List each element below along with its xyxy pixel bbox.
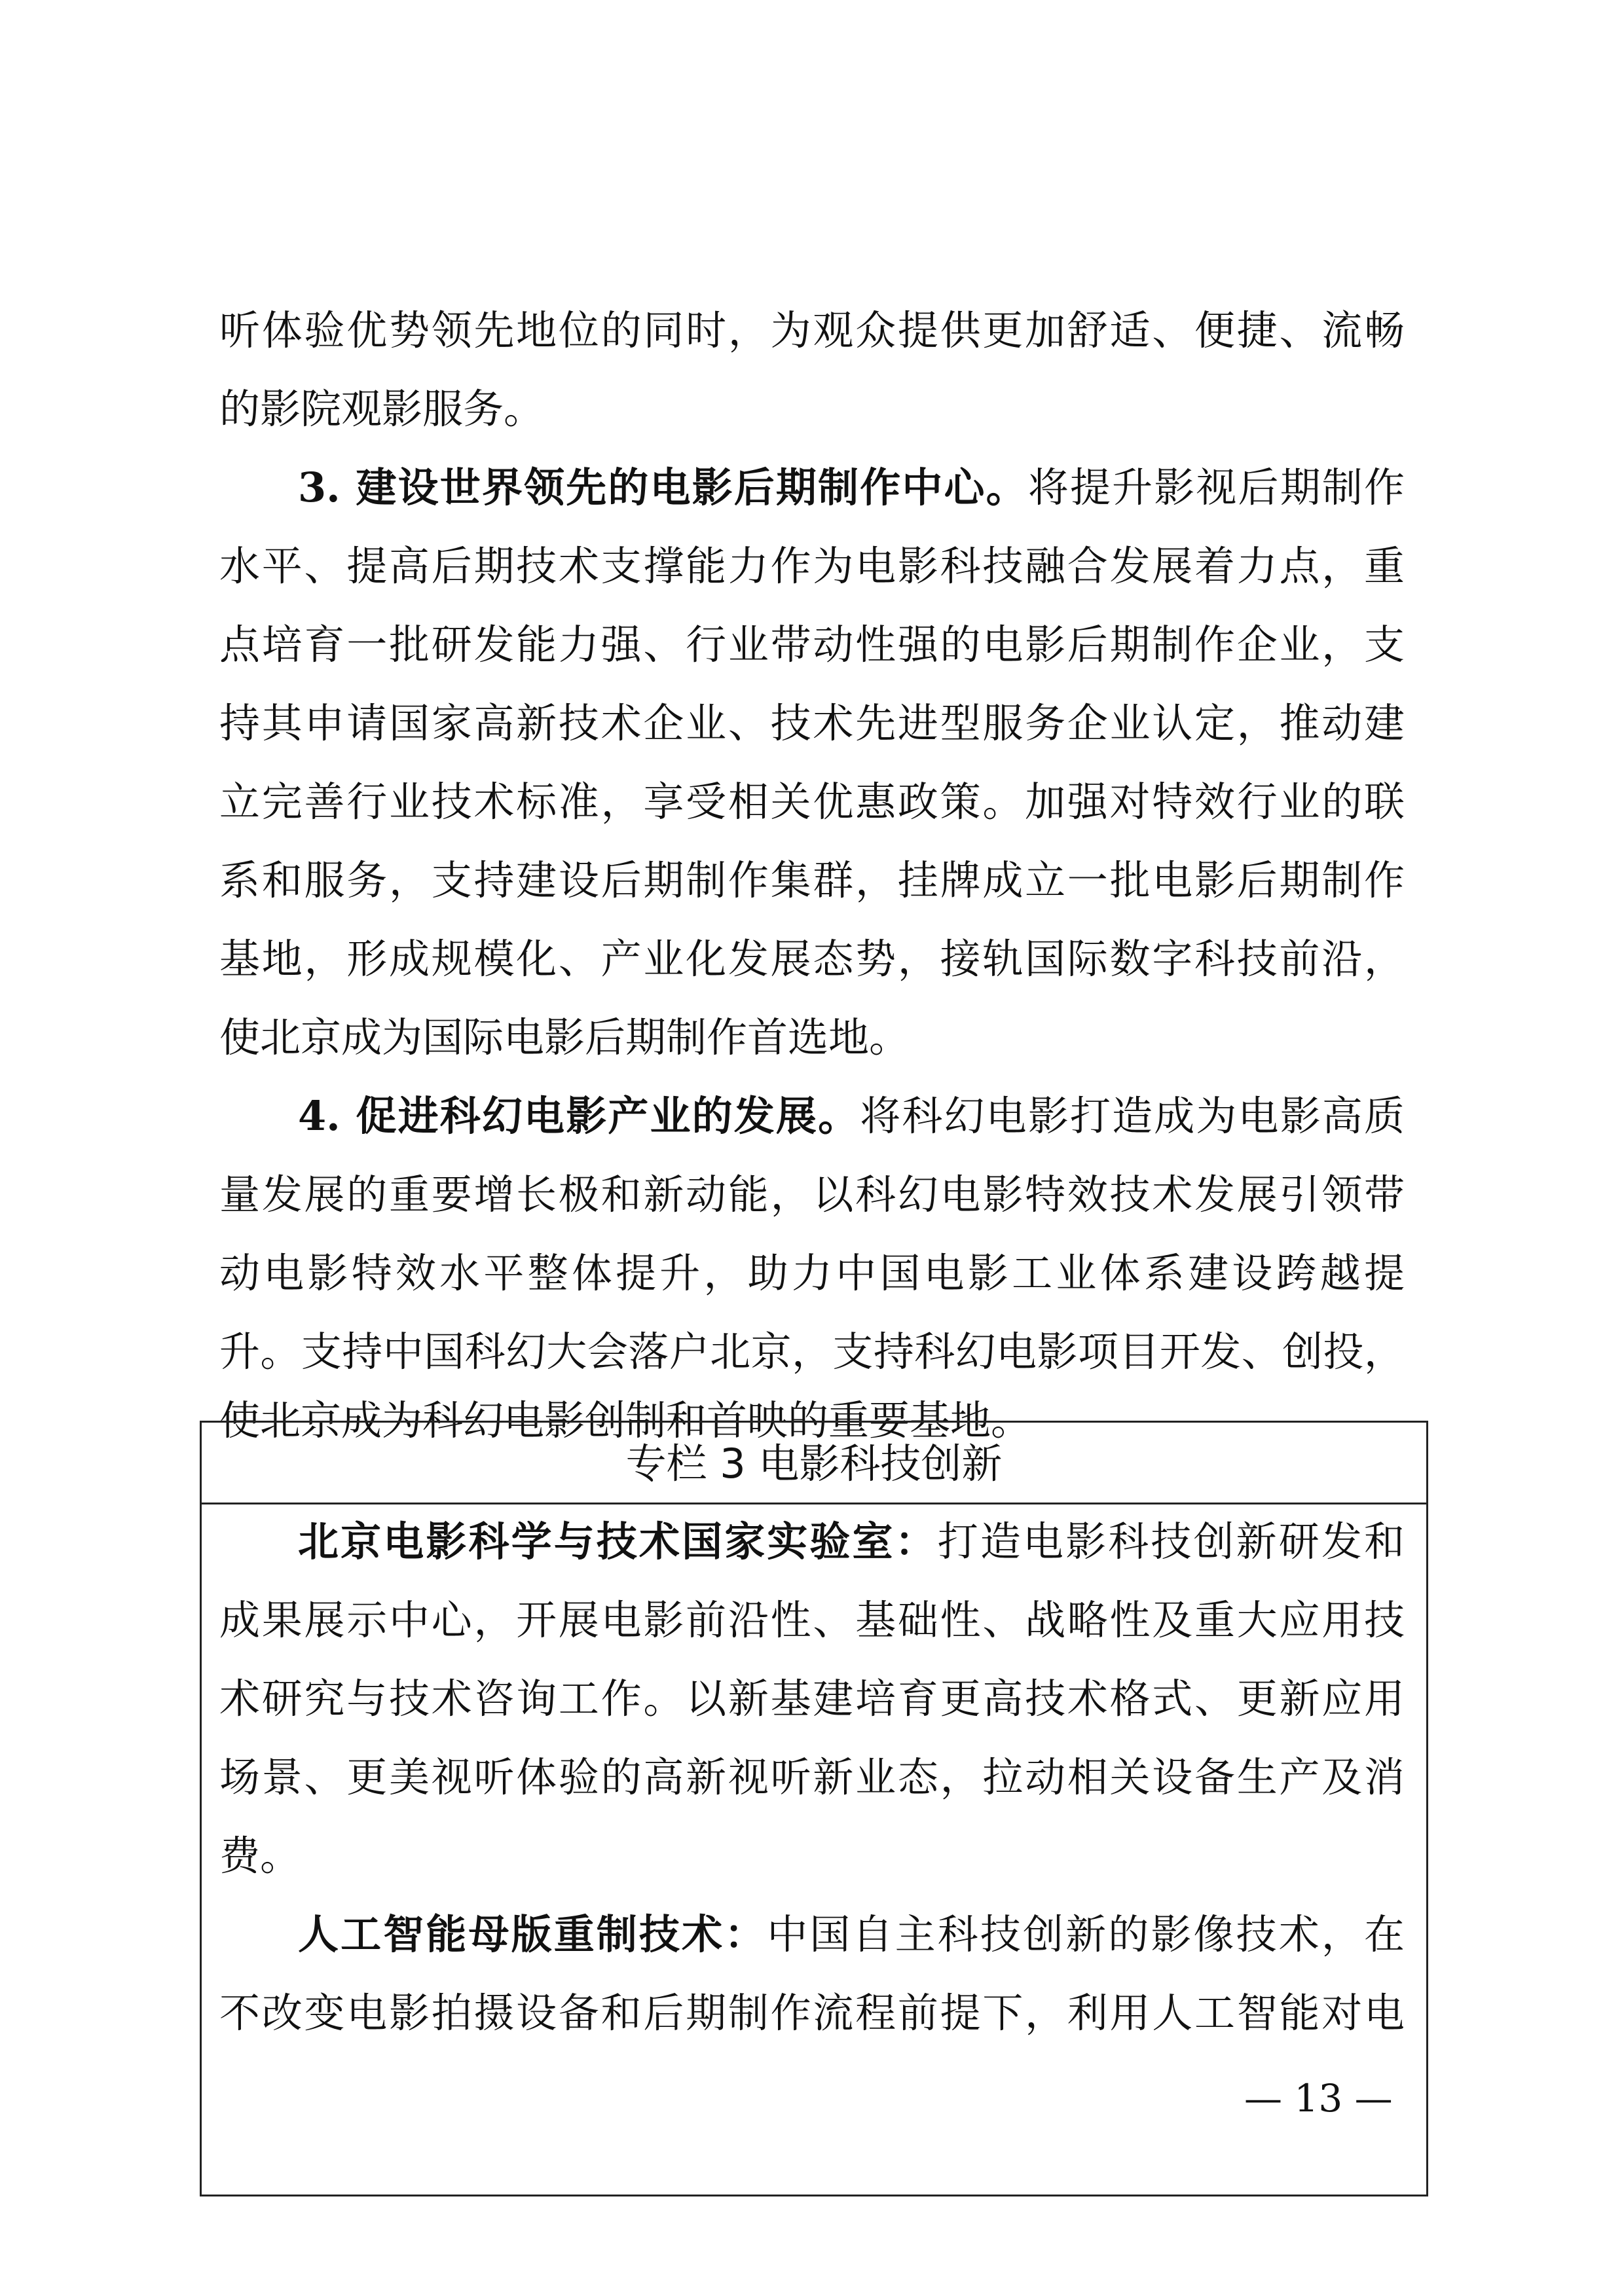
body-line: 使北京成为科幻电影创制和首映的重要基地。 — [219, 1396, 1032, 1444]
body-line: 立完善行业技术标准，享受相关优惠政策。加强对特效行业的联 — [219, 778, 1405, 826]
box-line: 术研究与技术咨询工作。以新基建培育更高技术格式、更新应用 — [219, 1675, 1405, 1722]
section-4-heading: 4. 促进科幻电影产业的发展。 — [298, 1092, 860, 1140]
box-paragraph-2-heading: 人工智能母版重制技术： — [298, 1910, 767, 1958]
body-line: 点培育一批研发能力强、行业带动性强的电影后期制作企业，支 — [219, 621, 1405, 668]
body-line: 水平、提高后期技术支撑能力作为电影科技融合发展着力点，重 — [219, 542, 1405, 590]
body-line: 系和服务，支持建设后期制作集群，挂牌成立一批电影后期制作 — [219, 856, 1405, 904]
box-line: 费。 — [219, 1832, 301, 1880]
section-4-text: 将科幻电影打造成为电影高质 — [860, 1092, 1405, 1140]
body-line: 动电影特效水平整体提升，助力中国电影工业体系建设跨越提 — [219, 1249, 1405, 1297]
box-paragraph-1-heading: 北京电影科学与技术国家实验室： — [298, 1518, 938, 1565]
box-paragraph-2-first-line — [298, 1895, 1405, 1974]
page-number: — 13 — — [1244, 2076, 1393, 2121]
body-line: 量发展的重要增长极和新动能，以科幻电影特效技术发展引领带 — [219, 1171, 1405, 1218]
section-3-heading: 3. 建设世界领先的电影后期制作中心。 — [298, 464, 1028, 511]
body-line: 持其申请国家高新技术企业、技术先进型服务企业认定，推动建 — [219, 699, 1405, 747]
body-line: 基地，形成规模化、产业化发展态势，接轨国际数字科技前沿， — [219, 935, 1405, 983]
body-line: 升。支持中国科幻大会落户北京，支持科幻电影项目开发、创投， — [219, 1328, 1405, 1376]
body-line: 的影院观影服务。 — [219, 385, 545, 433]
box-paragraph-1-text: 打造电影科技创新研发和 — [937, 1518, 1405, 1565]
box-line: 成果展示中心，开展电影前沿性、基础性、战略性及重大应用技 — [219, 1596, 1405, 1644]
box-title: 专栏 3 电影科技创新 — [202, 1423, 1426, 1504]
box-line: 场景、更美视听体验的高新视听新业态，拉动相关设备生产及消 — [219, 1753, 1405, 1801]
body-line: 使北京成为国际电影后期制作首选地。 — [219, 1013, 910, 1061]
body-line: 听体验优势领先地位的同时，为观众提供更加舒适、便捷、流畅 — [219, 306, 1405, 354]
box-line: 不改变电影拍摄设备和后期制作流程前提下，利用人工智能对电 — [219, 1989, 1405, 2037]
box-paragraph-2-text: 中国自主科技创新的影像技术，在 — [767, 1910, 1405, 1958]
section-3-text: 将提升影视后期制作 — [1027, 464, 1405, 511]
box-paragraph-1-first-line — [298, 1503, 1405, 1581]
section-3-first-line — [298, 448, 1405, 527]
section-4-first-line — [298, 1077, 1405, 1156]
